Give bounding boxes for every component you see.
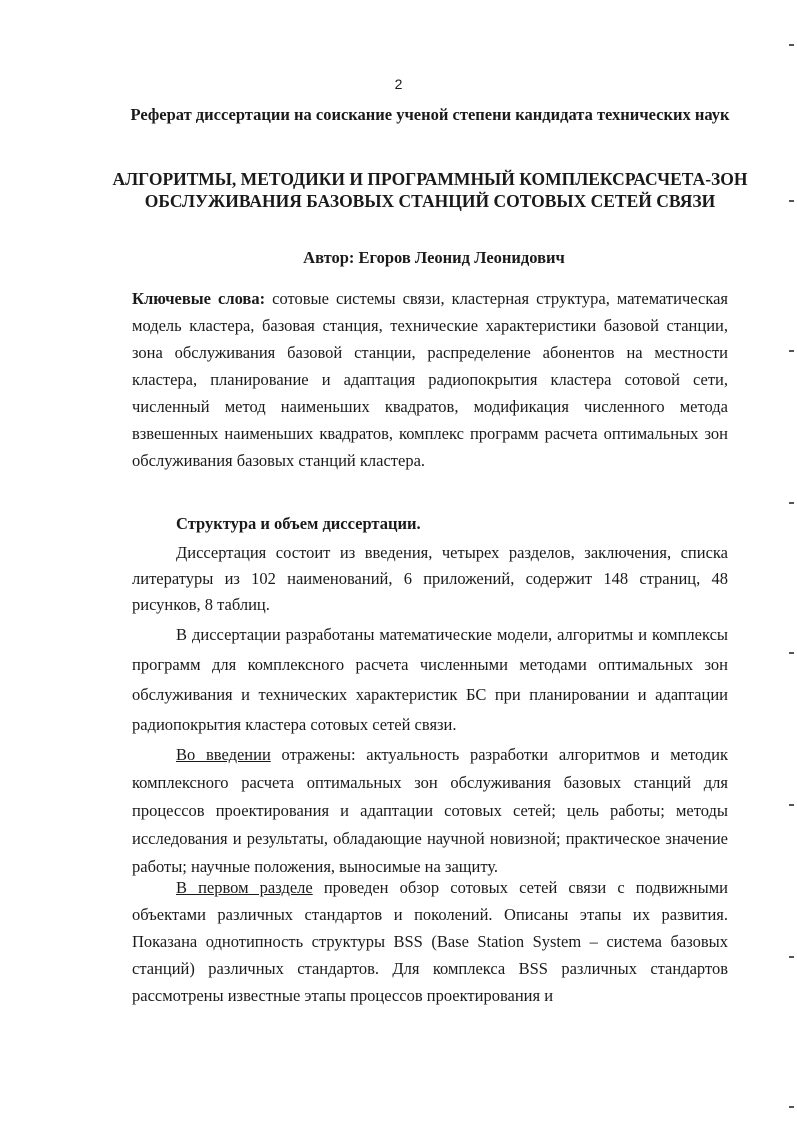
first-section-text: проведен обзор сотовых сетей связи с подвижными объектами различных стандартов и поколений. Описаны этапы их развития. Показана однотипность структуры BSS (Base Station System – система базовых станций) различных стандартов. Для комплекса BSS различных стандартов рассмотрены известные этапы процессов проектирования и (132, 878, 728, 1005)
margin-mark (789, 350, 794, 352)
document-subtitle: Реферат диссертации на соискание ученой степени кандидата технических наук (130, 105, 730, 124)
margin-mark (789, 956, 794, 958)
margin-mark (789, 502, 794, 504)
margin-mark (789, 200, 794, 202)
paragraph-summary: В диссертации разработаны математические модели, алгоритмы и комплексы программ для комплексного расчета численными методами оптимальных зон обслуживания и технических характеристик БС при планировании и адаптации радиопокрытия кластера сотовых сетей связи. (132, 625, 728, 734)
keywords-paragraph (132, 285, 728, 474)
margin-mark (789, 1106, 794, 1108)
structure-heading: Структура и объем диссертации. (176, 514, 421, 533)
paragraph-introduction (132, 741, 728, 881)
paragraph-first-section (132, 874, 728, 1009)
introduction-text: отражены: актуальность разработки алгоритмов и методик комплексного расчета оптимальных зон обслуживания базовых станций для процессов проектирования и адаптации сотовых сетей; цель работы; методы исследования и результаты, обладающие научной новизной; практическое значение работы; научные положения, выносимые на защиту. (132, 745, 728, 876)
keywords-text: сотовые системы связи, кластерная структура, математическая модель кластера, базовая станция, технические характеристики базовой станции, зона обслуживания базовой станции, распределение абонентов на местности кластера, планирование и адаптация радиопокрытия кластера сотовой сети, численный метод наименьших квадратов, модификация численного метода взвешенных наименьших квадратов, комплекс программ расчета оптимальных зон обслуживания базовых станций кластера. (132, 289, 728, 470)
margin-mark (789, 652, 794, 654)
page-number: 2 (394, 76, 403, 92)
keywords-label: Ключевые слова: (132, 289, 266, 308)
author-line: Автор: Егоров Леонид Леонидович (303, 248, 565, 267)
document-title: АЛГОРИТМЫ, МЕТОДИКИ И ПРОГРАММНЫЙ КОМПЛЕКСРАСЧЕТА-ЗОН ОБСЛУЖИВАНИЯ БАЗОВЫХ СТАНЦИЙ СОТОВЫХ СЕТЕЙ СВЯЗИ (112, 169, 748, 211)
introduction-lead: Во введении (176, 745, 271, 764)
margin-mark (789, 44, 794, 46)
first-section-lead: В первом разделе (176, 878, 313, 897)
paragraph-structure: Диссертация состоит из введения, четырех разделов, заключения, списка литературы из 102 наименований, 6 приложений, содержит 148 страниц, 48 рисунков, 8 таблиц. (132, 543, 728, 614)
margin-mark (789, 804, 794, 806)
